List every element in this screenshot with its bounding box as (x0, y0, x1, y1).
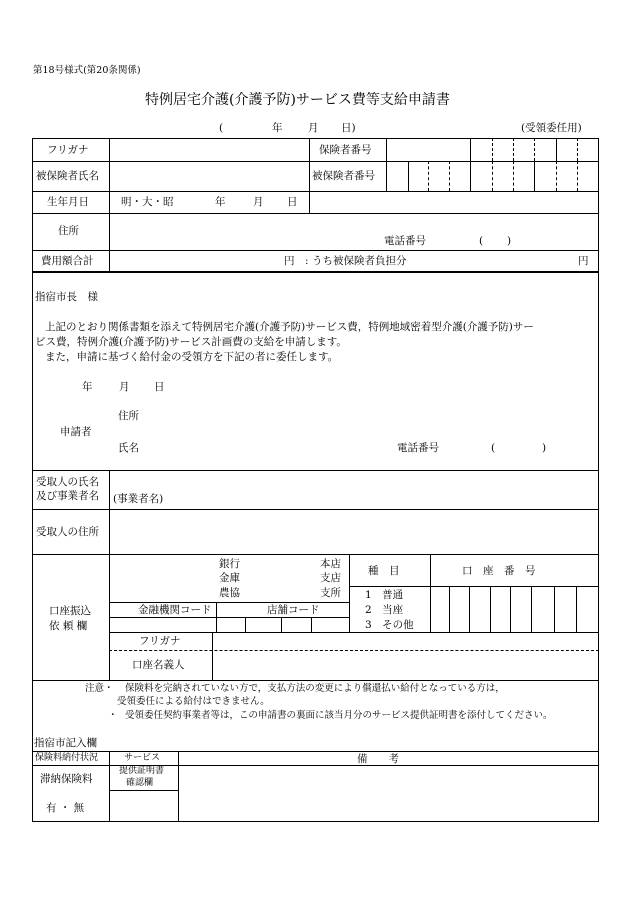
bank-section-label-2: 依 頼 欄 (49, 620, 88, 632)
period-year: 年 (272, 122, 283, 134)
application-month: 月 (119, 381, 130, 393)
account-holder-label: 口座名義人 (132, 659, 185, 671)
notes-label: 注意・ (85, 683, 114, 694)
premium-status-label: 保険料納付状況 (35, 753, 99, 763)
addressee: 指宿市長 様 (35, 291, 98, 303)
note-2-bullet: ・ (108, 710, 118, 721)
applicant-phone-paren-close: ) (542, 442, 547, 454)
application-year: 年 (82, 381, 93, 393)
note-1-line-2: 受領委任による給付はできません。 (117, 696, 270, 707)
note-1-line-1: 保険料を完納されていない方で，支払方法の変更により償還払い給付となっている方は， (125, 683, 505, 694)
phone-paren-close: ) (507, 235, 512, 247)
birth-year: 年 (215, 196, 226, 208)
birth-month: 月 (253, 196, 264, 208)
bank-type-nokyo: 農協 (219, 587, 240, 599)
colon-separator: : (305, 255, 309, 267)
branch-code-label: 店舗コード (267, 604, 320, 616)
account-kind-ordinary: 1 普通 (365, 589, 404, 601)
office-use-heading: 指宿市記入欄 (34, 737, 97, 749)
birth-day: 日 (287, 196, 298, 208)
account-number-header: 口 座 番 号 (462, 565, 536, 577)
recipient-name-label-1: 受取人の氏名 (36, 476, 99, 488)
era-options: 明・大・昭 (121, 196, 174, 208)
applicant-phone-paren-open: ( (491, 442, 496, 454)
recipient-name-label-2: 及び事業者名 (36, 490, 99, 502)
applicant-address-label: 住所 (118, 410, 139, 422)
confirmation-label: 確認欄 (126, 778, 154, 788)
service-certificate-label: 提供証明書 (119, 766, 165, 776)
period-open: ( (219, 122, 224, 134)
declaration-line-1: 上記のとおり関係書類を添えて特例居宅介護(介護予防)サービス費，特例地域密着型介護(介護予防)サー (45, 321, 534, 333)
delegation-line: また，申請に基づく給付金の受領方を下記の者に委任します。 (45, 351, 339, 363)
account-kind-other: 3 その他 (365, 619, 414, 631)
period-month: 月 (308, 122, 319, 134)
cost-total-label: 費用額合計 (41, 255, 94, 267)
delinquent-premium-label: 滞納保険料 (40, 773, 93, 785)
proxy-note: (受領委任用) (521, 122, 582, 134)
application-day: 日 (154, 381, 165, 393)
institution-code-label: 金融機関コード (138, 604, 212, 616)
applicant-phone-label: 電話番号 (397, 442, 439, 454)
branch-type-branch: 支店 (320, 572, 341, 584)
address-label: 住所 (58, 225, 79, 237)
service-label: サービス (124, 753, 161, 763)
declaration-line-2: ビス費，特例介護(介護予防)サービス計画費の支給を申請します。 (35, 336, 347, 348)
bank-type-shinkin: 金庫 (219, 572, 240, 584)
applicant-label: 申請者 (60, 426, 92, 438)
phone-label: 電話番号 (384, 235, 426, 247)
bank-type-bank: 銀行 (219, 558, 240, 570)
insured-burden-yen: 円 (578, 255, 589, 267)
phone-paren-open: ( (479, 235, 484, 247)
applicant-name-label: 氏名 (118, 442, 139, 454)
account-kind-header: 種 目 (368, 565, 400, 577)
holder-furigana-label: フリガナ (139, 635, 181, 647)
remarks-label: 備 考 (357, 753, 399, 765)
furigana-label: フリガナ (47, 144, 89, 156)
insured-name-label: 被保険者氏名 (36, 170, 99, 182)
account-kind-current: 2 当座 (365, 604, 404, 616)
insurer-number-label: 保険者番号 (319, 144, 372, 156)
birthdate-label: 生年月日 (47, 196, 89, 208)
insured-number-label: 被保険者番号 (312, 170, 375, 182)
page-title: 特例居宅介護(介護予防)サービス費等支給申請書 (145, 92, 450, 108)
business-name-label: (事業者名) (113, 493, 164, 505)
bank-section-label-1: 口座振込 (49, 605, 91, 617)
insured-burden-label: うち被保険者負担分 (312, 255, 407, 267)
cost-total-yen: 円 (284, 255, 295, 267)
yes-no-options: 有 ・ 無 (46, 802, 85, 814)
form-number: 第18号様式(第20条関係) (33, 65, 141, 76)
period-day: 日) (341, 122, 356, 134)
note-2: 受領委任契約事業者等は，この申請書の裏面に該当月分のサービス提供証明書を添付してください。 (125, 710, 553, 721)
branch-type-sub: 支所 (320, 587, 341, 599)
branch-type-main: 本店 (320, 558, 341, 570)
recipient-address-label: 受取人の住所 (36, 526, 99, 538)
